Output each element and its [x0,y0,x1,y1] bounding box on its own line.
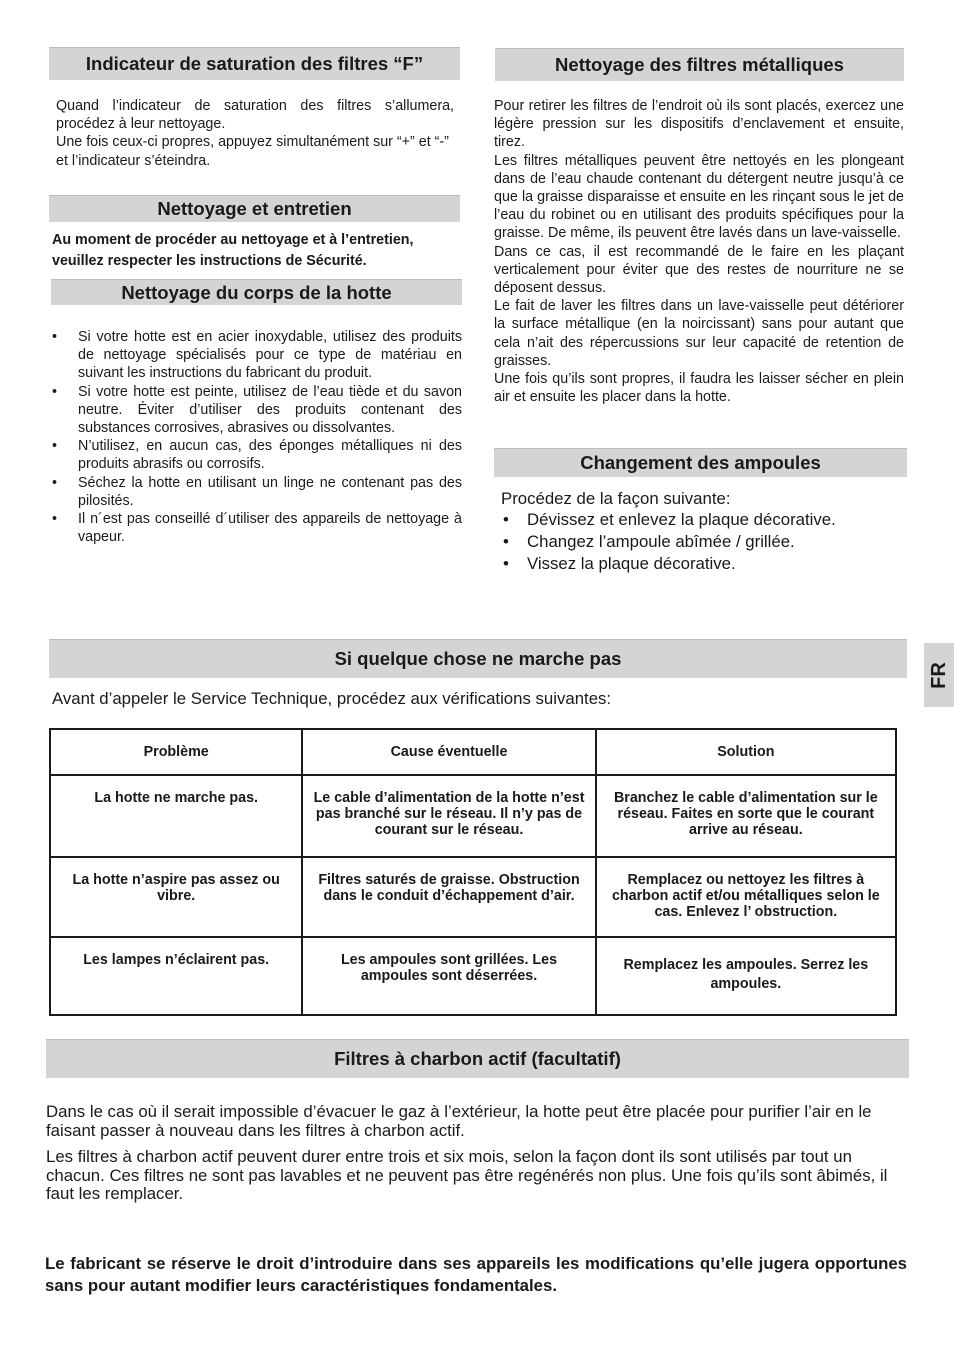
cell-problem: La hotte ne marche pas. [50,775,302,857]
bulbs-heading: Changement des ampoules [494,448,907,477]
list-item: • Changez l’ampoule abîmée / grillée. [503,532,795,551]
cell-solution: Remplacez les ampoules. Serrez les ampoules. [596,937,896,1015]
cell-problem: Les lampes n’éclairent pas. [50,937,302,1015]
table-row [50,775,896,857]
list-item: • Si votre hotte est en acier inoxydable, utilisez des produits de nettoyage spécialisés pour ce type de matériau en suivant les instructions du fabricant du produit. [52,329,462,382]
filter-indicator-para-1: Quand l’indicateur de saturation des filtres s’allumera, procédez à leur nettoyage. [56,98,454,133]
filter-indicator-heading: Indicateur de saturation des filtres “F” [49,47,460,80]
bulbs-intro: Procédez de la façon suivante: [501,489,731,508]
column-header-cause: Cause éventuelle [302,729,595,775]
table-header-row [50,729,896,775]
disclaimer: Le fabricant se réserve le droit d’introduire dans ses appareils les modifications qu’elle jugera opportunes sans pour autant modifier leurs caractéristiques fondamentales. [45,1254,907,1295]
column-header-problem: Problème [50,729,302,775]
carbon-filters-heading: Filtres à charbon actif (facultatif) [46,1039,909,1078]
troubleshooting-table [49,728,897,1016]
cell-cause: Les ampoules sont grillées. Les ampoules sont déserrées. [302,937,595,1015]
language-tab-label: FR [927,661,950,689]
metal-filters-para-5: Une fois qu’ils sont propres, il faudra les laisser sécher en plein air et ensuite les placer dans la hotte. [494,371,904,406]
table-row [50,857,896,937]
metal-filters-para-1: Pour retirer les filtres de l’endroit où ils sont placés, exercez une légère pression sur les dispositifs d’enclavement et ensuite, tirez. [494,98,904,151]
cell-cause: Filtres saturés de graisse. Obstruction dans le conduit d’échappement d’air. [302,857,595,937]
body-cleaning-list [50,328,462,546]
carbon-filters-text [46,1103,902,1204]
bulbs-steps [501,509,901,575]
column-header-solution: Solution [596,729,896,775]
filter-indicator-text [56,97,454,170]
metal-filters-heading: Nettoyage des filtres métalliques [495,48,904,81]
cleaning-notice: Au moment de procéder au nettoyage et à l’entretien, veuillez respecter les instructions de Sécurité. [52,232,414,269]
list-item: • Dévissez et enlevez la plaque décorative. [503,510,836,529]
cleaning-heading: Nettoyage et entretien [49,195,460,222]
metal-filters-para-2: Les filtres métalliques peuvent être nettoyés en les plongeant dans de l’eau chaude contenant du détergent neutre jusqu’à ce que la graisse disparaisse et ensuite en les rinçant sous le jet de l’eau du robinet ou en utilisant des produits spécifiques pour la graisse. De même, ils peuvent être lavés dans un lave-vaisselle. [494,152,904,242]
list-item: • Séchez la hotte en utilisant un linge ne contenant pas des pilosités. [52,474,462,509]
table-row [50,937,896,1015]
cell-solution: Remplacez ou nettoyez les filtres à charbon actif et/ou métalliques selon le cas. Enlevez l’ obstruction. [596,857,896,937]
list-item: • Il n´est pas conseillé d´utiliser des appareils de nettoyage à vapeur. [52,511,462,546]
filter-indicator-para-2: Une fois ceux-ci propres, appuyez simultanément sur “+” et “-” et l’indicateur s’éteindra. [56,134,449,169]
body-cleaning-heading: Nettoyage du corps de la hotte [51,279,462,305]
metal-filters-para-3: Dans ce cas, il est recommandé de le faire en les plaçant verticalement pour éviter que des restes de nourriture ne se déposent dessus. [494,243,904,297]
cell-solution: Branchez le cable d’alimentation sur le réseau. Faites en sorte que le courant arrive au réseau. [596,775,896,857]
cell-cause: Le cable d’alimentation de la hotte n’est pas branché sur le réseau. Il n’y pas de courant sur le réseau. [302,775,595,857]
carbon-filters-para-1: Dans le cas où il serait impossible d’évacuer le gaz à l’extérieur, la hotte peut être placée pour purifier l’air en le faisant passer à nouveau dans les filtres à charbon actif. [46,1102,872,1140]
list-item: • Vissez la plaque décorative. [503,554,736,573]
metal-filters-text [494,97,904,406]
list-item: • Si votre hotte est peinte, utilisez de l’eau tiède et du savon neutre. Éviter d’utiliser des produits contenant des substances corrosives, abrasives ou dissolvantes. [52,383,462,437]
language-tab [924,643,954,707]
list-item: • N’utilisez, en aucun cas, des éponges métalliques ni des produits abrasifs ou corrosifs. [52,438,462,473]
cell-problem: La hotte n’aspire pas assez ou vibre. [50,857,302,937]
troubleshooting-heading: Si quelque chose ne marche pas [49,639,907,678]
carbon-filters-para-2: Les filtres à charbon actif peuvent durer entre trois et six mois, selon la façon dont ils sont utilisés par tout un chacun. Ces filtres ne sont pas lavables et ne peuvent pas être regénérés non plus. Une fois qu’ils sont âbimés, il faut les remplacer. [46,1147,888,1203]
metal-filters-para-4: Le fait de laver les filtres dans un lave-vaisselle peut détériorer la surface métallique (en la noircissant) sans pour autant que cela n’ait des répercussions sur leur capacité de retention de graisses. [494,298,904,369]
troubleshooting-intro: Avant d’appeler le Service Technique, procédez aux vérifications suivantes: [52,689,612,708]
